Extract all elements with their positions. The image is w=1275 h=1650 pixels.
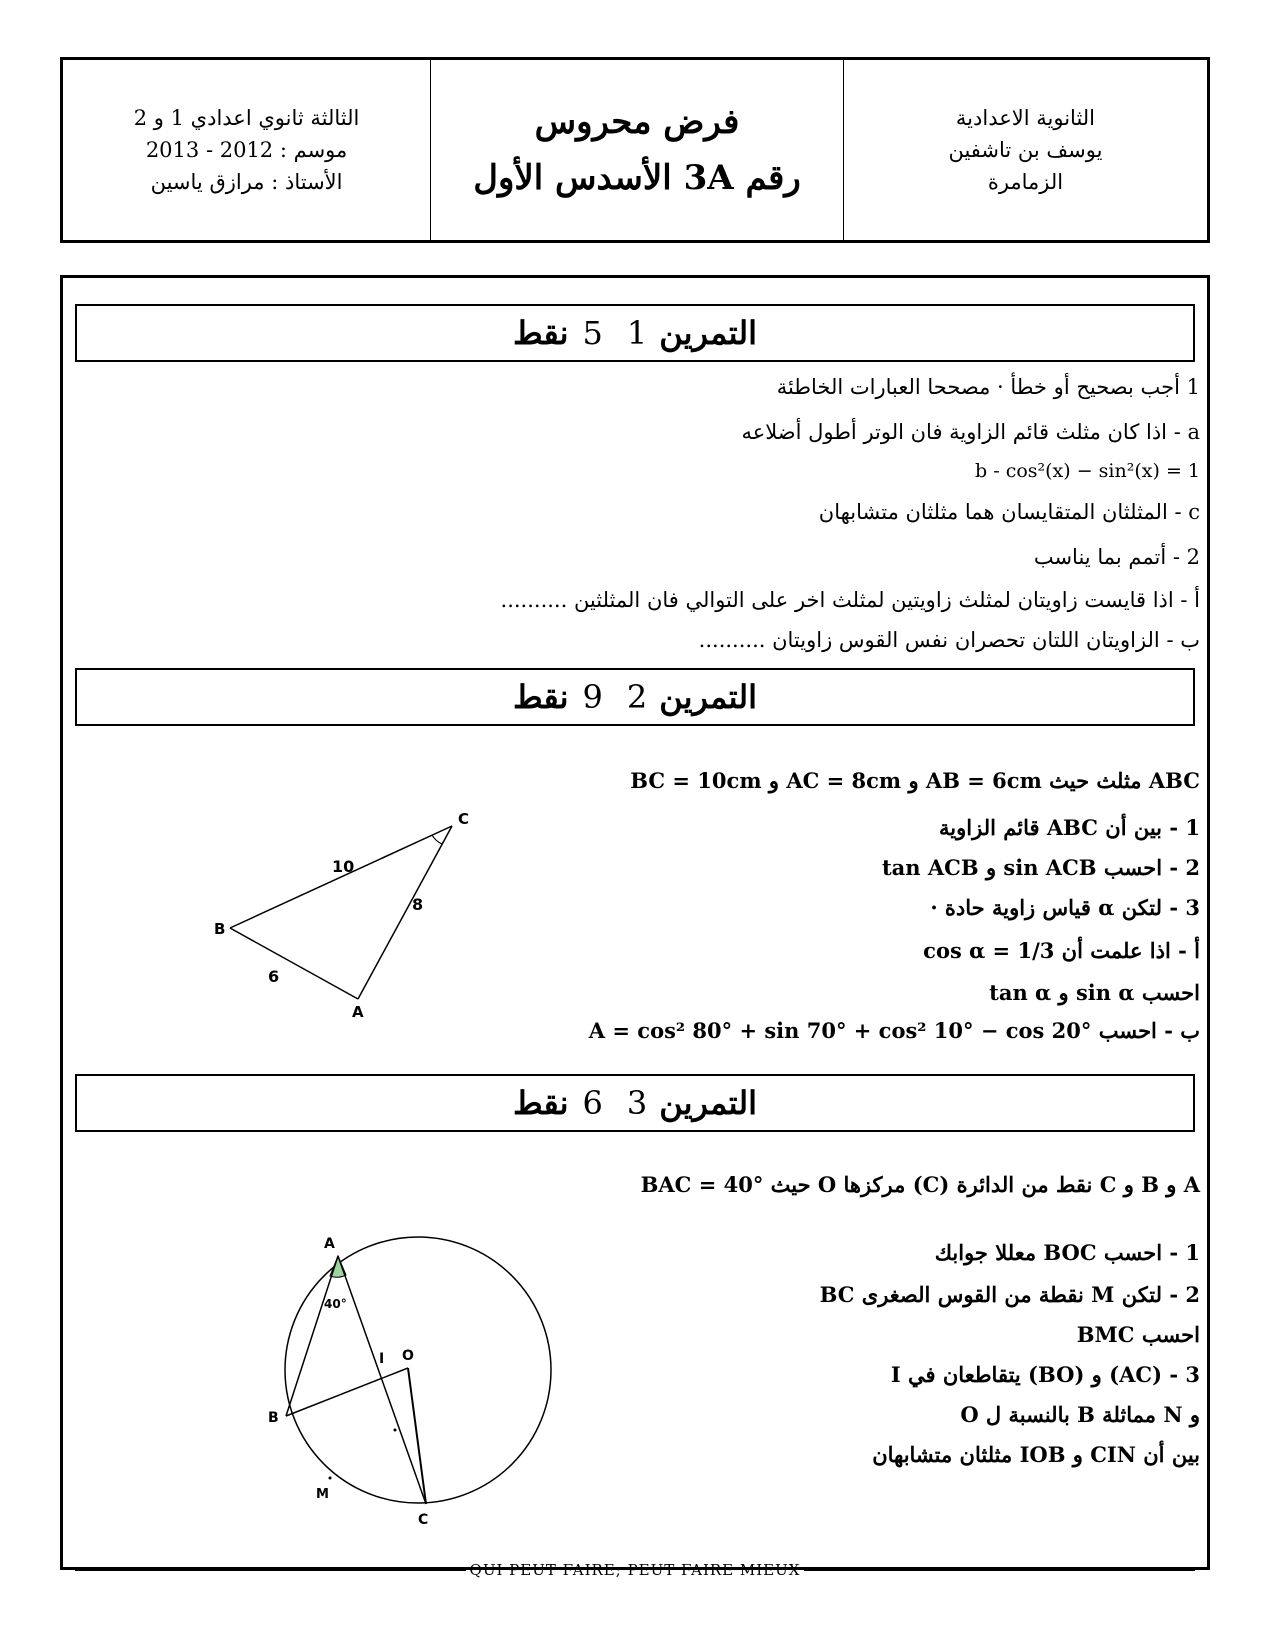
exercise-points: 6 <box>582 1084 603 1122</box>
exercise-number: 1 <box>626 314 648 352</box>
side-bc-label: 10 <box>332 857 355 876</box>
vertex-c-label: C <box>458 810 470 828</box>
ex3-intro: A و B و C نقط من الدائرة (C) مركزها O حيث BAC = 40° <box>640 1172 1200 1197</box>
ex2-q2: 2 - احسب sin ACB و tan ACB <box>881 855 1200 880</box>
ex3-q2: 2 - لتكن M نقطة من القوس الصغرى BC <box>819 1282 1200 1307</box>
ex3-q3c: بين أن CIN و IOB مثلثان متشابهان <box>872 1442 1200 1467</box>
exercise-3-title <box>75 1074 1195 1132</box>
points-unit: نقط <box>513 678 569 716</box>
school-year: موسم : 2012 - 2013 <box>145 138 348 162</box>
school-name: يوسف بن تاشفين <box>948 138 1103 162</box>
ex1-q2b: ب - الزاويتان اللتان تحصران نفس القوس زاويتان .......... <box>698 628 1200 652</box>
point-c-label: C <box>418 1512 429 1528</box>
ex1-qa: a - اذا كان مثلث قائم الزاوية فان الوتر أطول أضلاعه <box>741 420 1200 444</box>
exam-title: فرض محروس <box>534 102 740 142</box>
ex3-q1: 1 - احسب BOC معللا جوابك <box>934 1240 1200 1265</box>
exercise-label: التمرين <box>659 678 757 716</box>
vertex-b-label: B <box>214 920 226 938</box>
footer-motto: QUI PEUT FAIRE; PEUT FAIRE MIEUX <box>469 1561 801 1579</box>
ex2-q3b: ب - احسب A = cos² 80° + sin 70° + cos² 10° − cos 20° <box>588 1018 1200 1043</box>
school-city: الزمامرة <box>987 170 1064 194</box>
circle-figure <box>260 1220 560 1540</box>
exam-subtitle: رقم 3A الأسدس الأول <box>473 158 801 198</box>
class-level: الثالثة ثانوي اعدادي 1 و 2 <box>133 106 360 130</box>
header-class-info <box>63 60 431 240</box>
header-exam-title <box>431 60 844 240</box>
vertex-a-label: A <box>352 1003 364 1020</box>
angle-label: 40° <box>324 1297 347 1311</box>
side-ab-label: 6 <box>268 967 280 986</box>
point-b-label: B <box>268 1410 279 1426</box>
footer-rule-left <box>75 1570 466 1571</box>
exercise-points: 5 <box>582 314 603 352</box>
footer-rule-right <box>804 1570 1195 1571</box>
ex2-q3: 3 - لتكن α قياس زاوية حادة · <box>930 895 1200 920</box>
teacher-name: الأستاذ : مرازق ياسين <box>150 170 343 194</box>
ex2-q3a: أ - اذا علمت أن cos α = 1/3 <box>923 938 1200 963</box>
ex1-q2: 2 - أتمم بما يناسب <box>1033 545 1200 569</box>
ex2-q1: 1 - بين أن ABC قائم الزاوية <box>939 815 1200 840</box>
ex1-qb: b - cos²(x) − sin²(x) = 1 <box>975 460 1200 482</box>
exercise-label: التمرين <box>659 314 757 352</box>
exercise-2-title <box>75 668 1195 726</box>
point-i-label: I <box>379 1351 385 1367</box>
exercise-points: 9 <box>582 678 603 716</box>
ex1-qc: c - المثلثان المتقايسان هما مثلثان متشابهان <box>818 500 1200 524</box>
exercise-1-title <box>75 304 1195 362</box>
exercise-label: التمرين <box>659 1084 757 1122</box>
point-o-label: O <box>402 1348 414 1364</box>
school-type: الثانوية الاعدادية <box>955 106 1096 130</box>
points-unit: نقط <box>513 1084 569 1122</box>
ex1-q2a: أ - اذا قايست زاويتان لمثلث زاويتين لمثلث اخر على التوالي فان المثلثين .......... <box>500 588 1200 612</box>
ex2-intro: ABC مثلث حيث AB = 6cm و AC = 8cm و BC = 10cm <box>630 768 1200 793</box>
point-m-label: M <box>316 1487 329 1502</box>
footer <box>75 1560 1195 1580</box>
ex1-q1: 1 أجب بصحيح أو خطأ · مصححا العبارات الخاطئة <box>776 375 1200 399</box>
points-unit: نقط <box>513 314 569 352</box>
exercise-number: 2 <box>626 678 648 716</box>
ex2-q3a2: احسب sin α و tan α <box>989 980 1200 1005</box>
ex3-q2b: احسب BMC <box>1076 1322 1200 1347</box>
header-school-info <box>844 60 1207 240</box>
triangle-figure <box>200 810 500 1020</box>
point-a-label: A <box>324 1236 335 1252</box>
ex3-q3: 3 - (AC) و (BO) يتقاطعان في I <box>890 1362 1200 1387</box>
ex3-q3b: و N مماثلة B بالنسبة ل O <box>960 1402 1200 1427</box>
header-box <box>60 57 1210 243</box>
side-ac-label: 8 <box>412 895 424 914</box>
exercise-number: 3 <box>626 1084 648 1122</box>
